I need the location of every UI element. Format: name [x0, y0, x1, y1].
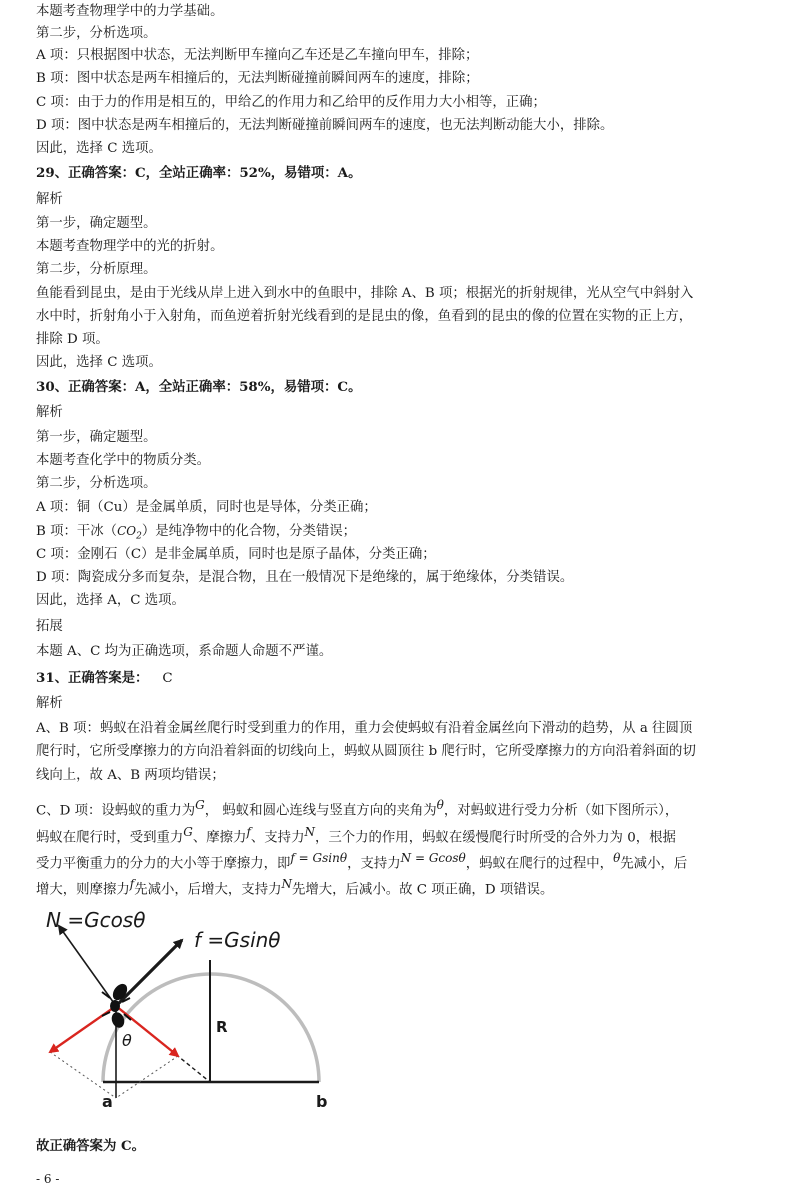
friction-force-label: f =Gsinθ — [194, 928, 281, 952]
text-line: A、B 项：蚂蚁在沿着金属丝爬行时受到重力的作用，重力会使蚂蚁有沿着金属丝向下滑动的趋势，从 a 往圆顶 — [36, 721, 693, 736]
text-line: 爬行时，它所受摩擦力的方向沿着斜面的切线向上，蚂蚁从圆顶往 b 爬行时，它所受摩擦力的方向沿着斜面的切 — [36, 744, 696, 759]
conclusion: 因此，选择 C 选项。 — [36, 141, 162, 156]
text-line: 本题考查化学中的物质分类。 — [36, 453, 211, 468]
text-line: 线向上，故 A、B 两项均错误； — [36, 768, 225, 783]
point-a-label: a — [102, 1092, 113, 1111]
text-line: 受力平衡重力的分力的大小等于摩擦力，即$^{f = Gsin\theta}$，支持力$^{N = Gcos\theta}$，蚂蚁在爬行的过程中，$^\theta$先减小，后 — [36, 851, 688, 872]
angle-label: θ — [122, 1031, 132, 1050]
option-c-analysis: C 项：由于力的作用是相互的，甲给乙的作用力和乙给甲的反作用力大小相等，正确； — [36, 95, 546, 110]
normal-force-label: N =Gcosθ — [46, 908, 146, 932]
text-line: 第二步，分析原理。 — [36, 262, 157, 277]
ant-icon — [102, 981, 131, 1029]
text-line: 蚂蚁在爬行时，受到重力$^G$、摩擦力$^f$、支持力$^N$，三个力的作用，蚂蚁在缓慢爬行时所受的合外力为 0，根据 — [36, 825, 676, 846]
option-d-analysis: D 项：图中状态是两车相撞后的，无法判断碰撞前瞬间两车的速度，也无法判断动能大小，排除。 — [36, 118, 614, 133]
option-c-analysis: C 项：金刚石（C）是非金属单质，同时也是原子晶体，分类正确； — [36, 547, 436, 562]
resolution-line — [116, 1056, 178, 1098]
point-b-label: b — [316, 1092, 328, 1111]
analysis-label: 解析 — [36, 696, 63, 711]
text-line: C、D 项：设蚂蚁的重力为$^G$， 蚂蚁和圆心连线与竖直方向的夹角为$^\theta$，对蚂蚁进行受力分析（如下图所示）， — [36, 798, 679, 819]
text-line: 增大，则摩擦力$^f$先减小，后增大，支持力$^N$先增大，后减小。故 C 项正确，D 项错误。 — [36, 877, 554, 898]
text-line: 本题 A、C 均为正确选项，系命题人命题不严谨。 — [36, 644, 333, 659]
text-line: 第一步，确定题型。 — [36, 430, 157, 445]
text-line: 本题考查物理学中的力学基础。 — [36, 4, 224, 19]
text-line: 鱼能看到昆虫，是由于光线从岸上进入到水中的鱼眼中，排除 A、B 项；根据光的折射规律，光从空气中斜射入 — [36, 286, 694, 301]
final-answer: 故正确答案为 C。 — [36, 1138, 146, 1154]
option-b-analysis: B 项：干冰$(CO_2)$是纯净物中的化合物，分类错误； — [36, 524, 357, 542]
friction-force-arrow — [116, 940, 182, 1006]
text-line: 第二步，分析选项。 — [36, 26, 157, 41]
q31-answer-heading: 31、正确答案是： C — [36, 670, 173, 686]
text-line: 排除 D 项。 — [36, 332, 109, 347]
text-line: 第二步，分析选项。 — [36, 476, 157, 491]
analysis-label: 解析 — [36, 192, 63, 207]
normal-force-arrow — [59, 926, 116, 1006]
text-line: 本题考查物理学中的光的折射。 — [36, 239, 224, 254]
option-a-analysis: A 项：只根据图中状态，无法判断甲车撞向乙车还是乙车撞向甲车，排除； — [36, 48, 479, 63]
conclusion: 因此，选择 C 选项。 — [36, 355, 162, 370]
formula-co2: $CO_2$ — [117, 524, 142, 542]
conclusion: 因此，选择 A，C 选项。 — [36, 593, 185, 608]
extension-label: 拓展 — [36, 619, 63, 634]
force-diagram — [36, 902, 366, 1112]
text-line: 第一步，确定题型。 — [36, 216, 157, 231]
radius-label: R — [216, 1018, 228, 1036]
analysis-label: 解析 — [36, 405, 63, 420]
text-line: 水中时，折射角小于入射角，而鱼逆着折射光线看到的是昆虫的像，鱼看到的昆虫的像的位置在实物的正上方， — [36, 309, 693, 324]
q29-answer-heading: 29、正确答案：C，全站正确率：52%，易错项：A。 — [36, 165, 362, 181]
page-number: - 6 - — [36, 1172, 60, 1186]
q30-answer-heading: 30、正确答案：A，全站正确率：58%，易错项：C。 — [36, 379, 362, 395]
option-a-analysis: A 项：铜（Cu）是金属单质，同时也是导体，分类正确； — [36, 500, 377, 515]
option-d-analysis: D 项：陶瓷成分多而复杂，是混合物，且在一般情况下是绝缘的，属于绝缘体，分类错误。 — [36, 570, 574, 585]
option-b-analysis: B 项：图中状态是两车相撞后的，无法判断碰撞前瞬间两车的速度，排除； — [36, 71, 479, 86]
